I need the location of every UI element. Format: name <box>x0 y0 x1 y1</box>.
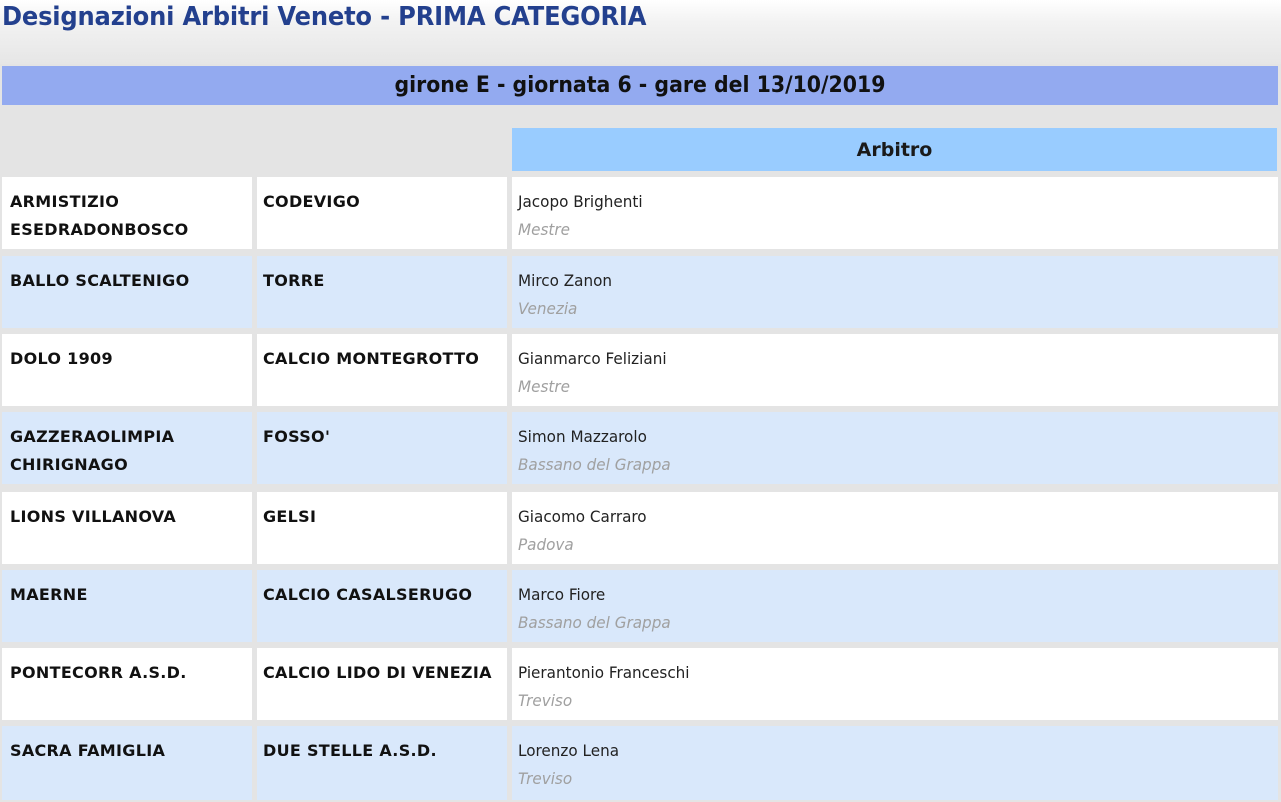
referee-section: Mestre <box>518 377 570 396</box>
referee-name: Lorenzo Lena <box>518 741 620 760</box>
referee-cell <box>512 570 1278 642</box>
table-row <box>0 412 1281 484</box>
table-row <box>0 648 1281 720</box>
away-team-cell <box>257 492 507 564</box>
referee-cell <box>512 648 1278 720</box>
referee-cell <box>512 726 1278 800</box>
referee-section: Venezia <box>518 299 578 318</box>
referee-cell <box>512 177 1278 249</box>
referee-cell <box>512 492 1278 564</box>
round-banner <box>2 66 1278 105</box>
away-team-name: CALCIO LIDO DI VENEZIA <box>263 663 492 682</box>
home-team-cell <box>2 177 252 249</box>
home-team-cell <box>2 492 252 564</box>
away-team-name: FOSSO' <box>263 427 331 446</box>
home-team-cell <box>2 334 252 406</box>
referee-section: Treviso <box>518 769 573 788</box>
away-team-name: CALCIO CASALSERUGO <box>263 585 473 604</box>
referee-cell <box>512 334 1278 406</box>
table-row <box>0 492 1281 564</box>
home-team-name: SACRA FAMIGLIA <box>10 741 166 760</box>
away-team-cell <box>257 177 507 249</box>
home-team-cell <box>2 726 252 800</box>
referee-name: Jacopo Brighenti <box>518 192 643 211</box>
away-team-cell <box>257 256 507 328</box>
round-title: girone E - giornata 6 - gare del 13/10/2019 <box>394 73 886 98</box>
referee-name: Pierantonio Franceschi <box>518 663 690 682</box>
away-team-cell <box>257 334 507 406</box>
table-row <box>0 334 1281 406</box>
referee-name: Mirco Zanon <box>518 271 613 290</box>
away-team-cell <box>257 648 507 720</box>
home-team-name: LIONS VILLANOVA <box>10 507 177 526</box>
home-team-cell <box>2 256 252 328</box>
referee-section: Treviso <box>518 691 573 710</box>
away-team-name: TORRE <box>263 271 325 290</box>
table-row <box>0 570 1281 642</box>
referee-column-header: Arbitro <box>512 128 1277 171</box>
home-team-name-line2: CHIRIGNAGO <box>10 455 128 474</box>
home-team-name: DOLO 1909 <box>10 349 113 368</box>
page-title: Designazioni Arbitri Veneto - PRIMA CATEGORIA <box>2 2 647 32</box>
referee-name: Giacomo Carraro <box>518 507 647 526</box>
referee-section: Bassano del Grappa <box>518 455 671 474</box>
table-row <box>0 256 1281 328</box>
referee-cell <box>512 256 1278 328</box>
referee-name: Marco Fiore <box>518 585 606 604</box>
home-team-name: ARMISTIZIO <box>10 192 120 211</box>
referee-name: Gianmarco Feliziani <box>518 349 667 368</box>
away-team-cell <box>257 726 507 800</box>
home-team-cell <box>2 570 252 642</box>
home-team-name: GAZZERAOLIMPIA <box>10 427 175 446</box>
home-team-name: BALLO SCALTENIGO <box>10 271 190 290</box>
away-team-cell <box>257 570 507 642</box>
home-team-name-line2: ESEDRADONBOSCO <box>10 220 189 239</box>
referee-name: Simon Mazzarolo <box>518 427 647 446</box>
referee-cell <box>512 412 1278 484</box>
away-team-name: GELSI <box>263 507 317 526</box>
referee-section: Bassano del Grappa <box>518 613 671 632</box>
away-team-cell <box>257 412 507 484</box>
table-row <box>0 177 1281 249</box>
away-team-name: DUE STELLE A.S.D. <box>263 741 437 760</box>
home-team-cell <box>2 648 252 720</box>
page-header <box>0 0 1281 64</box>
away-team-name: CALCIO MONTEGROTTO <box>263 349 480 368</box>
home-team-cell <box>2 412 252 484</box>
table-row <box>0 726 1281 800</box>
away-team-name: CODEVIGO <box>263 192 361 211</box>
home-team-name: PONTECORR A.S.D. <box>10 663 187 682</box>
referee-section: Mestre <box>518 220 570 239</box>
referee-section: Padova <box>518 535 574 554</box>
home-team-name: MAERNE <box>10 585 88 604</box>
